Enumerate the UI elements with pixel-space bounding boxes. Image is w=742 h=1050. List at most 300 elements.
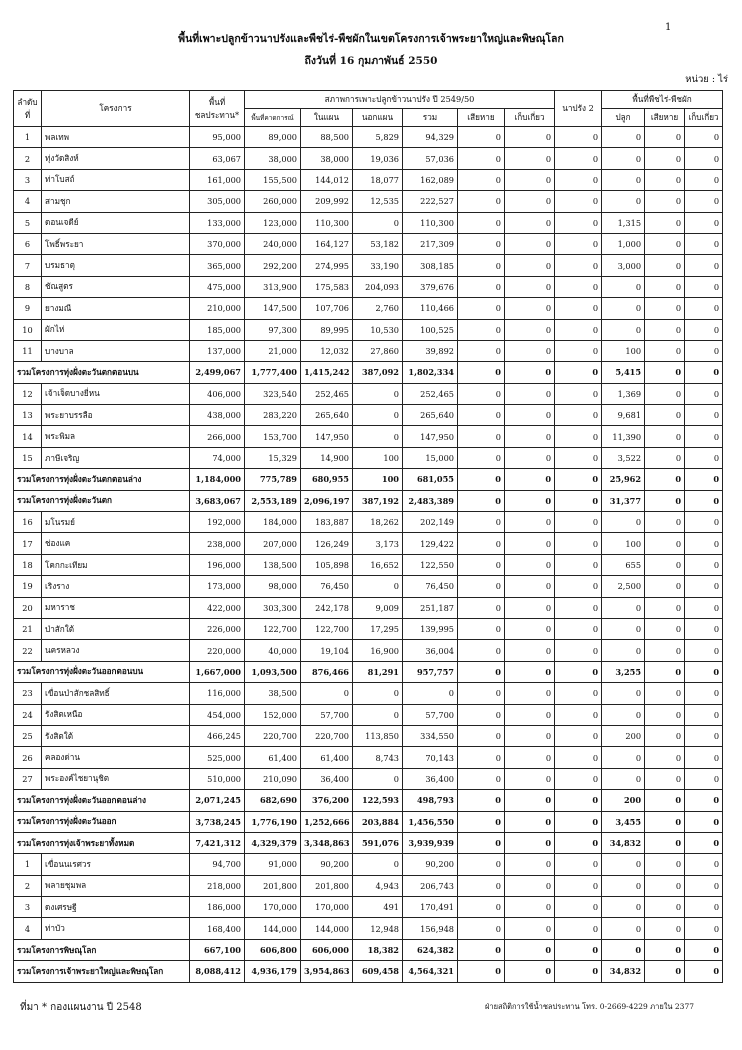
cell-value: 0 — [458, 298, 505, 319]
table-row — [14, 127, 723, 148]
cell-value: 510,000 — [190, 768, 245, 789]
table-row — [14, 854, 723, 875]
cell-value: 133,000 — [190, 212, 245, 233]
cell-value: 7,421,312 — [190, 832, 245, 853]
cell-value: 0 — [555, 683, 602, 704]
cell-value: 1,667,000 — [190, 661, 245, 682]
document-date: ถึงวันที่ 16 กุมภาพันธ์ 2550 — [304, 55, 438, 67]
cell-value: 0 — [645, 790, 685, 811]
cell-value: 0 — [602, 276, 645, 297]
summary-label: รวมโครงการเจ้าพระยาใหญ่และพิษณุโลก — [14, 961, 190, 982]
cell-value: 0 — [602, 704, 645, 725]
cell-value: 265,640 — [301, 405, 353, 426]
cell-value: 606,800 — [245, 939, 301, 960]
cell-value: 0 — [505, 725, 555, 746]
contact-note: ฝ่ายสถิติการใช้น้ำชลประทาน โทร. 0-2669-4229 ภายใน 2377 — [484, 1002, 694, 1011]
cell-value: 387,092 — [353, 362, 403, 383]
cell-value: 1,776,190 — [245, 811, 301, 832]
cell-value: 0 — [555, 276, 602, 297]
table-row — [14, 683, 723, 704]
cell-value: 1,777,400 — [245, 362, 301, 383]
row-number: 27 — [14, 768, 42, 789]
cell-value: 0 — [458, 127, 505, 148]
cell-value: 1,000 — [602, 233, 645, 254]
cell-value: 0 — [555, 405, 602, 426]
cell-value: 406,000 — [190, 383, 245, 404]
cell-value: 0 — [505, 319, 555, 340]
cell-value: 0 — [645, 576, 685, 597]
cell-value: 0 — [458, 405, 505, 426]
cell-value: 156,948 — [403, 918, 458, 939]
cell-value: 1,456,550 — [403, 811, 458, 832]
project-name: โพธิ์พระยา — [42, 233, 190, 254]
project-name: คลองด่าน — [42, 747, 190, 768]
cell-value: 0 — [645, 319, 685, 340]
cell-value: 0 — [685, 961, 723, 982]
cell-value: 95,000 — [190, 127, 245, 148]
cell-value: 0 — [685, 383, 723, 404]
cell-value: 2,071,245 — [190, 790, 245, 811]
summary-label: รวมโครงการทุ่งฝั่งตะวันออกตอนล่าง — [14, 790, 190, 811]
cell-value: 36,400 — [301, 768, 353, 789]
cell-value: 0 — [645, 362, 685, 383]
cell-value: 200 — [602, 790, 645, 811]
cell-value: 0 — [645, 618, 685, 639]
cell-value: 0 — [685, 661, 723, 682]
cell-value: 218,000 — [190, 875, 245, 896]
cell-value: 170,491 — [403, 897, 458, 918]
cell-value: 147,950 — [301, 426, 353, 447]
cell-value: 0 — [505, 148, 555, 169]
cell-value: 0 — [505, 191, 555, 212]
cell-value: 100 — [602, 340, 645, 361]
cell-value: 3,954,863 — [301, 961, 353, 982]
cell-value: 0 — [505, 340, 555, 361]
project-name: ป่าสักใต้ — [42, 618, 190, 639]
cell-value: 122,593 — [353, 790, 403, 811]
cell-value: 1,184,000 — [190, 469, 245, 490]
cell-value: 454,000 — [190, 704, 245, 725]
row-number: 2 — [14, 148, 42, 169]
cell-value: 0 — [458, 233, 505, 254]
cell-value: 61,400 — [301, 747, 353, 768]
cell-value: 209,992 — [301, 191, 353, 212]
cell-value: 53,182 — [353, 233, 403, 254]
row-number: 14 — [14, 426, 42, 447]
cell-value: 0 — [458, 918, 505, 939]
cell-value: 0 — [458, 533, 505, 554]
cell-value: 0 — [685, 362, 723, 383]
cell-value: 0 — [505, 554, 555, 575]
col-irrigated-area: พื้นที่ ชลประทาน* — [190, 91, 245, 127]
cell-value: 94,700 — [190, 854, 245, 875]
col-in-plan: ในแผน — [301, 109, 353, 127]
cell-value: 0 — [555, 169, 602, 190]
cell-value: 0 — [505, 661, 555, 682]
cell-value: 0 — [458, 319, 505, 340]
cell-value: 876,466 — [301, 661, 353, 682]
cell-value: 0 — [505, 469, 555, 490]
cell-value: 0 — [685, 447, 723, 468]
cell-value: 0 — [685, 747, 723, 768]
project-name: ท่าบัว — [42, 918, 190, 939]
cell-value: 0 — [458, 191, 505, 212]
cell-value: 3,683,067 — [190, 490, 245, 511]
cell-value: 0 — [505, 233, 555, 254]
cell-value: 90,200 — [301, 854, 353, 875]
cell-value: 34,832 — [602, 832, 645, 853]
cell-value: 0 — [458, 383, 505, 404]
cell-value: 12,535 — [353, 191, 403, 212]
cell-value: 0 — [555, 961, 602, 982]
cell-value: 0 — [685, 618, 723, 639]
cell-value: 0 — [685, 405, 723, 426]
project-name: พลเทพ — [42, 127, 190, 148]
project-name: ดงเศรษฐี — [42, 897, 190, 918]
cell-value: 144,000 — [245, 918, 301, 939]
project-name: ยางมณี — [42, 298, 190, 319]
cell-value: 91,000 — [245, 854, 301, 875]
cell-value: 8,088,412 — [190, 961, 245, 982]
planting-area-table — [13, 90, 723, 983]
cell-value: 0 — [685, 768, 723, 789]
cell-value: 0 — [645, 127, 685, 148]
cell-value: 252,465 — [403, 383, 458, 404]
cell-value: 3,173 — [353, 533, 403, 554]
row-number: 21 — [14, 618, 42, 639]
cell-value: 110,300 — [301, 212, 353, 233]
cell-value: 0 — [555, 191, 602, 212]
cell-value: 0 — [555, 875, 602, 896]
cell-value: 0 — [505, 512, 555, 533]
cell-value: 0 — [555, 426, 602, 447]
cell-value: 201,800 — [245, 875, 301, 896]
cell-value: 0 — [555, 340, 602, 361]
table-row — [14, 618, 723, 639]
cell-value: 98,000 — [245, 576, 301, 597]
col-damaged: เสียหาย — [458, 109, 505, 127]
cell-value: 0 — [685, 255, 723, 276]
cell-value: 370,000 — [190, 233, 245, 254]
cell-value: 4,564,321 — [403, 961, 458, 982]
cell-value: 0 — [505, 640, 555, 661]
cell-value: 40,000 — [245, 640, 301, 661]
cell-value: 0 — [645, 169, 685, 190]
cell-value: 0 — [505, 897, 555, 918]
cell-value: 38,000 — [301, 148, 353, 169]
cell-value: 138,500 — [245, 554, 301, 575]
cell-value: 164,127 — [301, 233, 353, 254]
cell-value: 0 — [458, 811, 505, 832]
cell-value: 1,369 — [602, 383, 645, 404]
cell-value: 185,000 — [190, 319, 245, 340]
cell-value: 0 — [458, 640, 505, 661]
cell-value: 2,553,189 — [245, 490, 301, 511]
col-field-damaged: เสียหาย — [645, 109, 685, 127]
row-number: 7 — [14, 255, 42, 276]
cell-value: 222,527 — [403, 191, 458, 212]
cell-value: 10,530 — [353, 319, 403, 340]
cell-value: 57,036 — [403, 148, 458, 169]
cell-value: 0 — [685, 875, 723, 896]
cell-value: 0 — [505, 704, 555, 725]
col-total: รวม — [403, 109, 458, 127]
cell-value: 0 — [458, 618, 505, 639]
cell-value: 2,499,067 — [190, 362, 245, 383]
project-name: ทุ่งวัดสิงห์ — [42, 148, 190, 169]
cell-value: 0 — [685, 298, 723, 319]
cell-value: 0 — [505, 939, 555, 960]
cell-value: 0 — [458, 897, 505, 918]
cell-value: 0 — [458, 490, 505, 511]
cell-value: 0 — [353, 426, 403, 447]
cell-value: 525,000 — [190, 747, 245, 768]
cell-value: 17,295 — [353, 618, 403, 639]
cell-value: 376,200 — [301, 790, 353, 811]
col-out-plan: นอกแผน — [353, 109, 403, 127]
table-row — [14, 255, 723, 276]
row-number: 1 — [14, 127, 42, 148]
row-number: 4 — [14, 191, 42, 212]
cell-value: 0 — [458, 790, 505, 811]
cell-value: 0 — [645, 554, 685, 575]
cell-value: 0 — [458, 255, 505, 276]
cell-value: 0 — [645, 405, 685, 426]
cell-value: 155,500 — [245, 169, 301, 190]
cell-value: 0 — [602, 897, 645, 918]
cell-value: 0 — [555, 811, 602, 832]
cell-value: 0 — [505, 683, 555, 704]
cell-value: 0 — [505, 276, 555, 297]
cell-value: 0 — [458, 725, 505, 746]
row-number: 22 — [14, 640, 42, 661]
col-rice-group: สภาพการเพาะปลูกข้าวนาปรัง ปี 2549/50 — [245, 91, 555, 109]
cell-value: 283,220 — [245, 405, 301, 426]
cell-value: 0 — [555, 319, 602, 340]
cell-value: 100 — [353, 469, 403, 490]
table-row — [14, 918, 723, 939]
cell-value: 0 — [602, 148, 645, 169]
cell-value: 242,178 — [301, 597, 353, 618]
cell-value: 0 — [685, 918, 723, 939]
cell-value: 0 — [458, 661, 505, 682]
row-number: 5 — [14, 212, 42, 233]
cell-value: 220,000 — [190, 640, 245, 661]
cell-value: 3,522 — [602, 447, 645, 468]
source-note: ที่มา * กองแผนงาน ปี 2548 — [20, 1002, 142, 1013]
cell-value: 0 — [645, 233, 685, 254]
cell-value: 202,149 — [403, 512, 458, 533]
cell-value: 0 — [602, 747, 645, 768]
cell-value: 3,348,863 — [301, 832, 353, 853]
cell-value: 31,377 — [602, 490, 645, 511]
cell-value: 0 — [645, 918, 685, 939]
cell-value: 0 — [458, 148, 505, 169]
cell-value: 0 — [458, 554, 505, 575]
cell-value: 0 — [685, 533, 723, 554]
cell-value: 210,000 — [190, 298, 245, 319]
cell-value: 0 — [645, 148, 685, 169]
cell-value: 0 — [555, 768, 602, 789]
unit-label: หน่วย : ไร่ — [685, 74, 728, 85]
row-number: 26 — [14, 747, 42, 768]
cell-value: 0 — [602, 939, 645, 960]
row-number: 4 — [14, 918, 42, 939]
cell-value: 0 — [353, 212, 403, 233]
row-number: 6 — [14, 233, 42, 254]
cell-value: 0 — [645, 704, 685, 725]
cell-value: 4,329,379 — [245, 832, 301, 853]
cell-value: 0 — [555, 897, 602, 918]
cell-value: 0 — [602, 512, 645, 533]
cell-value: 0 — [555, 661, 602, 682]
cell-value: 0 — [645, 597, 685, 618]
cell-value: 1,315 — [602, 212, 645, 233]
cell-value: 323,540 — [245, 383, 301, 404]
project-name: ท่าโบสถ์ — [42, 169, 190, 190]
table-row — [14, 790, 723, 811]
cell-value: 387,192 — [353, 490, 403, 511]
row-number: 12 — [14, 383, 42, 404]
cell-value: 0 — [458, 961, 505, 982]
cell-value: 116,000 — [190, 683, 245, 704]
cell-value: 0 — [505, 875, 555, 896]
table-row — [14, 298, 723, 319]
cell-value: 147,500 — [245, 298, 301, 319]
cell-value: 76,450 — [301, 576, 353, 597]
table-row — [14, 169, 723, 190]
cell-value: 203,884 — [353, 811, 403, 832]
cell-value: 0 — [458, 768, 505, 789]
cell-value: 122,700 — [245, 618, 301, 639]
project-name: ช่องแค — [42, 533, 190, 554]
cell-value: 36,004 — [403, 640, 458, 661]
cell-value: 0 — [685, 725, 723, 746]
cell-value: 3,455 — [602, 811, 645, 832]
cell-value: 27,860 — [353, 340, 403, 361]
cell-value: 0 — [353, 768, 403, 789]
table-row — [14, 362, 723, 383]
project-name: ดอนเจดีย์ — [42, 212, 190, 233]
cell-value: 0 — [458, 939, 505, 960]
cell-value: 0 — [458, 169, 505, 190]
cell-value: 0 — [645, 512, 685, 533]
cell-value: 19,104 — [301, 640, 353, 661]
cell-value: 144,012 — [301, 169, 353, 190]
cell-value: 144,000 — [301, 918, 353, 939]
cell-value: 0 — [505, 811, 555, 832]
cell-value: 14,900 — [301, 447, 353, 468]
col-second-rice: นาปรัง 2 — [555, 91, 602, 127]
cell-value: 0 — [685, 426, 723, 447]
cell-value: 4,936,179 — [245, 961, 301, 982]
cell-value: 0 — [505, 405, 555, 426]
cell-value: 61,400 — [245, 747, 301, 768]
cell-value: 365,000 — [190, 255, 245, 276]
cell-value: 123,000 — [245, 212, 301, 233]
cell-value: 15,000 — [403, 447, 458, 468]
cell-value: 0 — [685, 576, 723, 597]
cell-value: 0 — [602, 597, 645, 618]
cell-value: 90,200 — [403, 854, 458, 875]
cell-value: 0 — [458, 276, 505, 297]
cell-value: 667,100 — [190, 939, 245, 960]
cell-value: 0 — [685, 127, 723, 148]
cell-value: 184,000 — [245, 512, 301, 533]
cell-value: 0 — [685, 554, 723, 575]
cell-value: 170,000 — [245, 897, 301, 918]
table-row — [14, 597, 723, 618]
row-number: 18 — [14, 554, 42, 575]
project-name: พระองค์ไชยานุชิต — [42, 768, 190, 789]
project-name: สามชุก — [42, 191, 190, 212]
cell-value: 0 — [555, 212, 602, 233]
cell-value: 25,962 — [602, 469, 645, 490]
cell-value: 0 — [505, 576, 555, 597]
cell-value: 491 — [353, 897, 403, 918]
cell-value: 0 — [645, 811, 685, 832]
cell-value: 0 — [458, 854, 505, 875]
cell-value: 609,458 — [353, 961, 403, 982]
cell-value: 122,550 — [403, 554, 458, 575]
cell-value: 0 — [353, 683, 403, 704]
cell-value: 0 — [555, 576, 602, 597]
cell-value: 655 — [602, 554, 645, 575]
cell-value: 0 — [555, 512, 602, 533]
cell-value: 110,300 — [403, 212, 458, 233]
cell-value: 0 — [555, 790, 602, 811]
cell-value: 0 — [458, 576, 505, 597]
cell-value: 36,400 — [403, 768, 458, 789]
cell-value: 0 — [555, 725, 602, 746]
cell-value: 0 — [555, 554, 602, 575]
table-row — [14, 148, 723, 169]
col-target: พื้นที่คาดการณ์ — [245, 109, 301, 127]
cell-value: 173,000 — [190, 576, 245, 597]
table-row — [14, 939, 723, 960]
cell-value: 0 — [685, 148, 723, 169]
cell-value: 153,700 — [245, 426, 301, 447]
cell-value: 0 — [645, 212, 685, 233]
cell-value: 0 — [555, 298, 602, 319]
cell-value: 0 — [645, 383, 685, 404]
cell-value: 0 — [645, 725, 685, 746]
table-row — [14, 469, 723, 490]
cell-value: 204,093 — [353, 276, 403, 297]
cell-value: 0 — [602, 618, 645, 639]
cell-value: 0 — [685, 191, 723, 212]
cell-value: 0 — [555, 939, 602, 960]
cell-value: 196,000 — [190, 554, 245, 575]
cell-value: 88,500 — [301, 127, 353, 148]
cell-value: 379,676 — [403, 276, 458, 297]
cell-value: 0 — [555, 704, 602, 725]
cell-value: 0 — [685, 939, 723, 960]
cell-value: 57,700 — [301, 704, 353, 725]
cell-value: 0 — [685, 640, 723, 661]
cell-value: 0 — [555, 747, 602, 768]
table-row — [14, 661, 723, 682]
project-name: เจ้าเจ็ดบางยี่หน — [42, 383, 190, 404]
cell-value: 0 — [555, 832, 602, 853]
cell-value: 0 — [353, 854, 403, 875]
cell-value: 0 — [602, 875, 645, 896]
project-name: บางบาล — [42, 340, 190, 361]
cell-value: 0 — [458, 683, 505, 704]
cell-value: 89,000 — [245, 127, 301, 148]
cell-value: 170,000 — [301, 897, 353, 918]
summary-label: รวมโครงการทุ่งเจ้าพระยาทั้งหมด — [14, 832, 190, 853]
